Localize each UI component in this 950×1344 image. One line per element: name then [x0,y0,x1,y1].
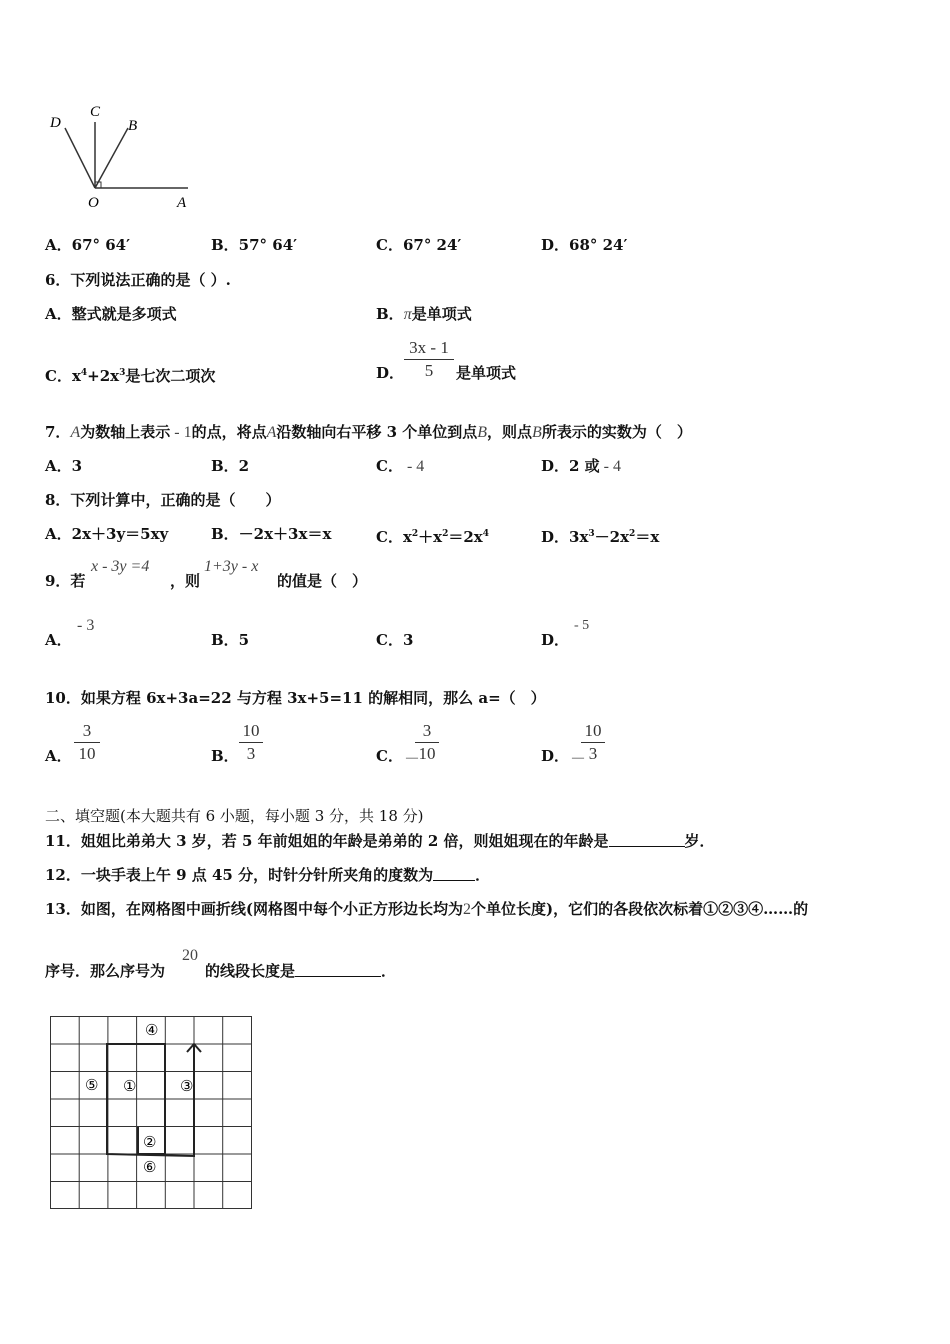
q8-option-d-exp1: 3 [588,529,595,539]
q8-option-d [541,524,659,547]
q12-suffix: ． [475,866,491,884]
q10-option-d-label: D． [541,747,570,765]
q10-stem: 10．如果方程 6x+3a=22 与方程 3x+5=11 的解相同，那么 a=（ ） [45,689,546,707]
angle-figure [40,100,200,215]
q8-option-c-mid2: ＝2x [448,528,483,546]
q6-option-d-label: D． [376,364,405,382]
q11-text: 11．姐姐比弟弟大 3 岁，若 5 年前姐姐的年龄是弟弟的 2 倍，则姐姐现在的年龄是 [45,832,609,850]
q10-option-a-label: A． [45,747,72,765]
q12 [45,865,490,885]
q10-option-d-numerator: 10 [584,721,602,740]
q7-p4: 沿数轴向右平移 3 个单位到点 [276,423,478,441]
q13-p2: 个单位长度)，它们的各段依次标着①②③④……的 [470,900,809,918]
q8-option-d-exp2: 2 [629,529,636,539]
q6-option-a: A．整式就是多项式 [45,305,177,323]
q7-p6: 所表示的实数为（ ） [541,423,692,441]
q9-option-d-value: - 5 [574,618,590,633]
q12-answer-blank[interactable] [433,866,475,881]
q6-stem: 6．下列说法正确的是（ ）. [45,271,231,289]
q6-option-c-text: 是七次二项次 [125,367,216,385]
q10-option-d-fraction [581,720,605,765]
q6-option-d-fraction [404,337,454,382]
q9-option-d-label: D． [541,631,570,649]
q9-option-b: B．5 [211,631,250,649]
q8-option-c [376,524,489,547]
q11-suffix: 岁． [684,832,715,850]
grid-figure [48,1014,256,1214]
segment-label-5: ⑤ [85,1078,99,1094]
q5-option-d: D．68° 24′ [541,236,628,254]
q7-option-d-label: D．2 或 [541,457,600,475]
segment-label-2: ② [143,1135,157,1151]
section2-title: 二、填空题(本大题共有 6 小题，每小题 3 分，共 18 分) [45,807,424,825]
q6-option-d-denominator: 5 [424,361,434,380]
q7-p5: ，则点 [487,423,533,441]
q5-option-c: C．67° 24′ [376,236,462,254]
label-b: B [128,118,138,134]
q7-option-a: A．3 [45,457,83,475]
q11 [45,831,715,851]
segment-label-4: ④ [145,1023,159,1039]
q6-option-b [376,304,472,325]
q6-option-c-mid: +2x [87,367,120,385]
q8-option-c-exp1: 2 [411,529,419,539]
q13-suffix: ． [381,962,397,980]
q8-option-d-mid: －2x [594,528,630,546]
q8-option-b: B．－2x＋3x＝x [211,525,332,543]
q9-option-a-label: A． [45,631,72,649]
q7-p2: 为数轴上表示 [80,423,171,441]
q6-option-b-text: 是单项式 [411,305,472,323]
q10-option-c-sign: － [404,751,421,768]
q7-option-b: B．2 [211,457,250,475]
segment-label-1: ① [123,1079,137,1095]
label-c: C [90,104,101,120]
grid-lines [51,1017,252,1209]
q13-number: 20 [182,947,198,964]
segment-label-3: ③ [180,1079,194,1095]
q10-option-d-denominator: 3 [588,744,598,763]
q8-option-a: A．2x＋3y＝5xy [45,525,169,543]
q7-p3: 的点，将点 [191,423,267,441]
q10-option-b-label: B． [211,747,239,765]
q7-var-b2: B [532,424,542,441]
q6-option-d-numerator: 3x - 1 [409,338,449,357]
q7-option-d-value: - 4 [599,458,621,475]
label-a: A [177,195,187,211]
q7-option-d [541,456,621,477]
q7-var-a: A [70,424,81,441]
q8-option-d-end: ＝x [635,528,660,546]
q5-option-a: A．67° 64′ [45,236,131,254]
q8-option-c-mid: ＋x [418,528,443,546]
q13-unit: 2 [462,901,471,918]
q10-option-b-numerator: 10 [242,721,260,740]
q13-line2 [205,961,396,981]
q11-answer-blank[interactable] [609,832,685,847]
q13-line2-p3: 序号．那么序号为 [45,962,166,980]
ray-ob [95,128,128,188]
q9-option-a-value: - 3 [77,617,95,634]
q10-option-c-denominator: 10 [418,744,436,763]
q10-option-b-denominator: 3 [246,744,256,763]
q6-option-c-exp1: 4 [80,368,88,378]
q9-p1: 9．若 [45,572,86,590]
q13-p1: 13．如图，在网格图中画折线(网格图中每个小正方形边长均为 [45,900,463,918]
q13-line1 [45,899,808,920]
q6-option-c-x: x [71,367,81,385]
q8-option-c-exp3: 4 [482,529,490,539]
q6-option-c-exp2: 3 [119,368,126,378]
q9-p2: ，则 [170,572,201,590]
q10-option-c-numerator: 3 [422,721,432,740]
q9-option-c: C．3 [376,631,414,649]
q10-option-c-fraction [415,720,439,765]
q10-option-c-label: C． [376,747,403,765]
q9-expr2: 1+3y - x [204,558,259,575]
segment-label-6: ⑥ [143,1160,157,1176]
q6-option-d-text: 是单项式 [456,364,517,382]
q10-option-d-sign: － [570,751,587,768]
label-d: D [50,115,61,131]
q6-option-b-pi: π [403,306,412,323]
q7-option-c-value: - 4 [402,458,425,475]
label-o: O [88,195,99,211]
q10-option-a-denominator: 10 [78,744,96,763]
q10-option-b-fraction [239,720,263,765]
q7-var-a2: A [266,424,277,441]
q6-option-b-label: B． [376,305,404,323]
q8-option-c-exp2: 2 [442,529,449,539]
ray-od [65,128,95,188]
q10-option-a-numerator: 3 [82,721,92,740]
q7-option-c [376,456,424,477]
q7-option-c-label: C． [376,457,403,475]
q9-expr1: x - 3y =4 [91,558,150,575]
q7-p1: 7． [45,423,71,441]
q7-stem [45,422,692,443]
q8-stem: 8．下列计算中，正确的是（ ） [45,491,281,509]
q13-p4: 的线段长度是 [205,962,296,980]
q5-option-b: B．57° 64′ [211,236,298,254]
q7-var-b: B [477,424,488,441]
q6-option-c-label: C． [45,367,72,385]
q7-neg1: - 1 [170,424,192,441]
q8-option-c-pre: C．x [376,528,412,546]
q8-option-d-pre: D．3x [541,528,589,546]
q10-option-a-fraction [74,720,100,765]
q12-text: 12．一块手表上午 9 点 45 分，时针分针所夹角的度数为 [45,866,434,884]
q9-p3: 的值是（ ） [277,572,368,590]
q6-option-c [45,363,215,386]
q13-answer-blank[interactable] [295,962,381,977]
